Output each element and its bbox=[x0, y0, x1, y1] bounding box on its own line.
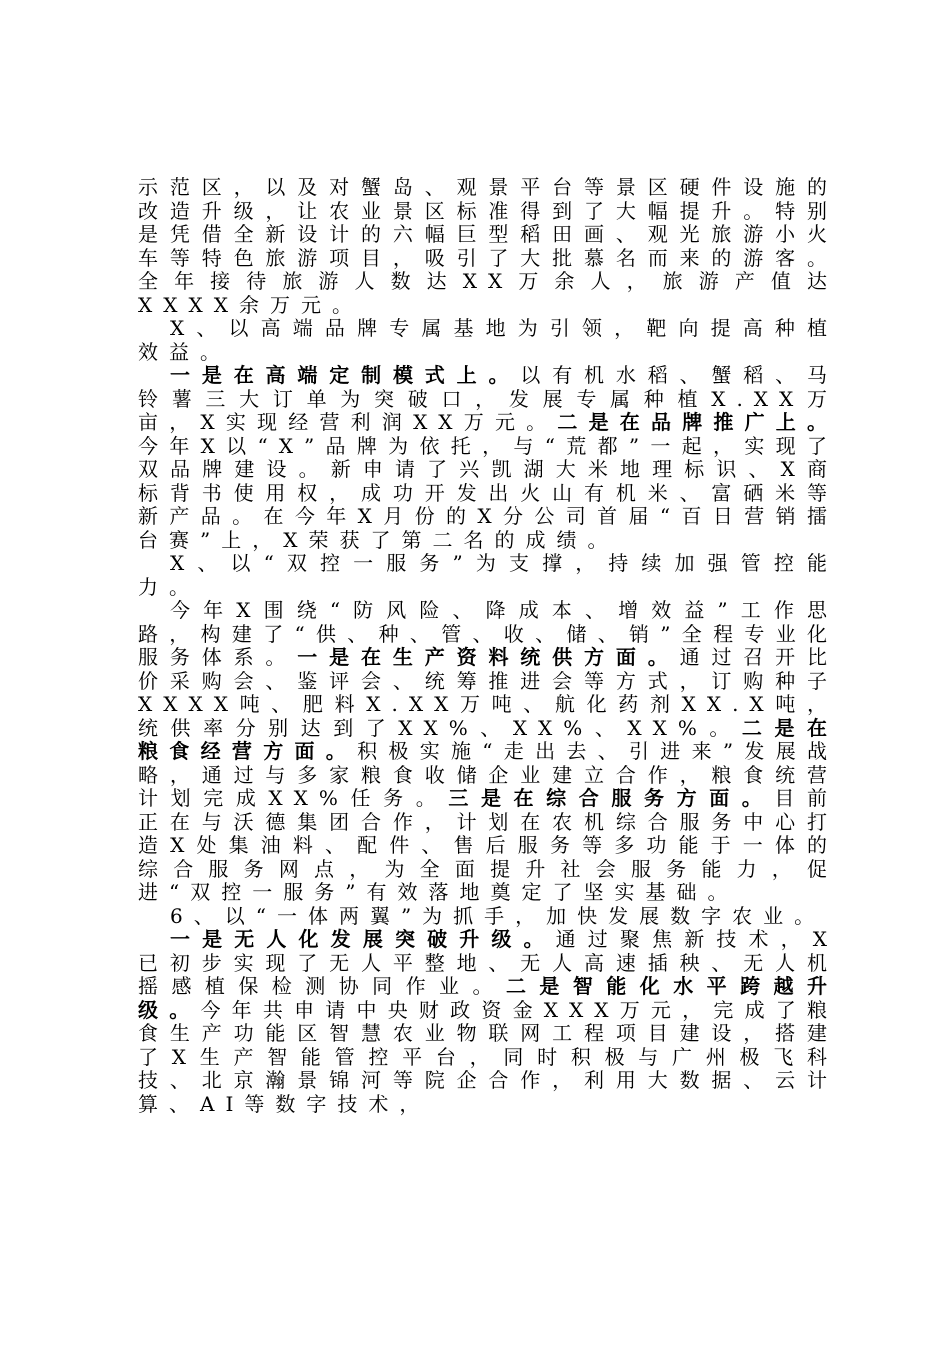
paragraph bbox=[138, 364, 838, 552]
body-text: 今年X以“X”品牌为依托，与“荒都”一起，实现了双品牌建设。新申请了兴凯湖大米地理标识、X商标背书使用权，成功开发出火山有机米、富硒米等新产品。在今年X月份的X分公司首届“百日营销擂台赛”上，X荣获了第二名的成绩。 bbox=[138, 433, 838, 552]
bold-lead-phrase: 一是在生产资料统供方面。 bbox=[297, 645, 680, 669]
body-text: 积极实施“走出去、引进来”发展战略，通过与多家粮食收储企业建立合作，粮食统营计划完成XX%任务。 bbox=[138, 739, 839, 810]
paragraph bbox=[138, 928, 838, 1116]
paragraph bbox=[138, 599, 838, 905]
bold-lead-phrase: 三是在综合服务方面。 bbox=[448, 786, 775, 810]
body-text: 今年共申请中央财政资金XXX万元，完成了粮食生产功能区智慧农业物联网工程项目建设，搭建了X生产智能管控平台，同时积极与广州极飞科技、北京瀚景锦河等院企合作，利用大数据、云计算、AI等数字技术， bbox=[138, 997, 839, 1116]
paragraph bbox=[138, 317, 838, 364]
body-text: 目前正在与沃德集团合作，计划在农机综合服务中心打造X处集油料、配件、售后服务等多功能于一体的综合服务网点，为全面提升社会服务能力，促进“双控一服务”有效落地奠定了坚实基础。 bbox=[138, 786, 839, 904]
bold-lead-phrase: 二是在品牌推广上。 bbox=[557, 410, 839, 434]
body-text: 通过召开比价采购会、鉴评会、统筹推进会等方式，订购种子XXXX吨、肥料X.XX万吨、航化药剂XX.X吨，统供率分别达到了XX%、XX%、XX%。 bbox=[138, 645, 839, 740]
bold-lead-phrase: 一是在高端定制模式上。 bbox=[170, 363, 521, 387]
document-page bbox=[138, 176, 838, 1116]
body-text: 6、以“一体两翼”为抓手，加快发展数字农业。 bbox=[170, 903, 826, 928]
paragraph bbox=[138, 552, 838, 599]
bold-lead-phrase: 二是智能化水平跨越升级。 bbox=[138, 974, 839, 1022]
body-text: 今年X围绕“防风险、降成本、增效益”工作思路，构建了“供、种、管、收、储、销”全程专业化服务体系。 bbox=[138, 598, 838, 669]
body-text: 以有机水稻、蟹稻、马铃薯三大订单为突破口，发展专属种植X.XX万亩，X实现经营利润XX万元。 bbox=[138, 363, 839, 434]
paragraph bbox=[138, 905, 838, 929]
paragraph bbox=[138, 176, 838, 317]
body-text: 示范区，以及对蟹岛、观景平台等景区硬件设施的改造升级，让农业景区标准得到了大幅提升。特别是凭借全新设计的六幅巨型稻田画、观光旅游小火车等特色旅游项目，吸引了大批慕名而来的游客。全年接待旅游人数达XX万余人，旅游产值达XXXX余万元。 bbox=[138, 175, 838, 317]
body-text: X、以高端品牌专属基地为引领，靶向提高种植效益。 bbox=[138, 316, 838, 364]
bold-lead-phrase: 二是在粮食经营方面。 bbox=[138, 715, 838, 763]
bold-lead-phrase: 一是无人化发展突破升级。 bbox=[170, 927, 556, 951]
body-text: 通过聚焦新技术，X已初步实现了无人平整地、无人高速插秧、无人机摇感植保检测协同作业。 bbox=[138, 927, 838, 998]
body-text: X、以“双控一服务”为支撑，持续加强管控能力。 bbox=[138, 551, 838, 599]
